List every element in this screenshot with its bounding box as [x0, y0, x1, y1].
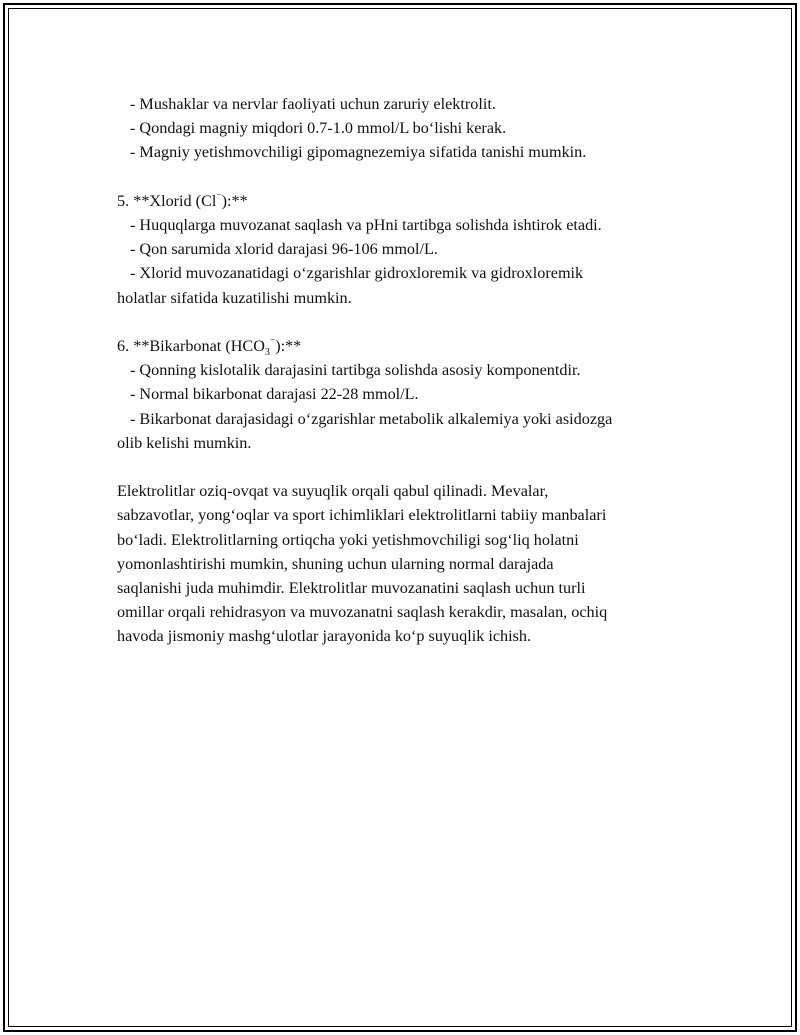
summary-line-7: havoda jismoniy mashg‘ulotlar jarayonida ko‘p suyuqlik ichish.	[117, 627, 532, 646]
chloride-heading-suffix: ):**	[221, 191, 248, 210]
summary-line-6: omillar orqali rehidrasyon va muvozanatni saqlash kerakdir, masalan, ochiq	[117, 603, 608, 622]
bicarbonate-heading-charge: ⁻	[269, 336, 276, 348]
paragraph-spacer	[117, 165, 689, 189]
bicarbonate-bullet-2: - Normal bikarbonat darajasi 22-28 mmol/L.	[130, 385, 419, 404]
summary-line-3: bo‘ladi. Elektrolitlarning ortiqcha yoki yetishmovchiligi sog‘liq holatni	[117, 530, 579, 549]
chloride-heading-charge: ⁻	[216, 191, 222, 203]
magnesium-bullet-2: - Qondagi magniy miqdori 0.7-1.0 mmol/L bo‘lishi kerak.	[130, 119, 507, 138]
chloride-bullet-2: - Qon sarumida xlorid darajasi 96-106 mmol/L.	[130, 240, 438, 259]
bicarbonate-bullet-3: - Bikarbonat darajasidagi o‘zgarishlar metabolik alkalemiya yoki asidozga	[130, 409, 613, 428]
chloride-bullet-3-continued: holatlar sifatida kuzatilishi mumkin.	[117, 288, 352, 307]
magnesium-bullet-1: - Mushaklar va nervlar faoliyati uchun zaruriy elektrolit.	[130, 95, 496, 113]
summary-line-5: saqlanishi juda muhimdir. Elektrolitlar muvozanatini saqlash uchun turli	[117, 579, 586, 598]
chloride-bullet-3: - Xlorid muvozanatidagi o‘zgarishlar gidroxloremik va gidroxloremik	[130, 264, 584, 283]
bicarbonate-heading-suffix: ):**	[275, 337, 302, 355]
chloride-bullet-1: - Huquqlarga muvozanat saqlash va pHni tartibga solishda ishtirok etadi.	[130, 216, 602, 234]
bicarbonate-heading-subscript: 3	[264, 347, 270, 359]
bicarbonate-section	[117, 334, 689, 455]
chloride-heading-prefix: 5. **Xlorid (Cl	[117, 191, 217, 210]
bicarbonate-heading	[117, 334, 689, 358]
bicarbonate-bullet-1: - Qonning kislotalik darajasini tartibga solishda asosiy komponentdir.	[130, 361, 581, 380]
summary-line-4: yomonlashtirishi mumkin, shuning uchun ularning normal darajada	[117, 554, 554, 573]
magnesium-section	[117, 92, 689, 165]
summary-line-2: sabzavotlar, yong‘oqlar va sport ichimliklari elektrolitlarni tabiiy manbalari	[117, 506, 607, 525]
summary-line-1: Elektrolitlar oziq-ovqat va suyuqlik orqali qabul qilinadi. Mevalar,	[117, 482, 549, 501]
summary-paragraph	[117, 479, 689, 648]
magnesium-bullet-3: - Magniy yetishmovchiligi gipomagnezemiya sifatida tanishi mumkin.	[130, 143, 587, 162]
chloride-section	[117, 189, 689, 310]
chloride-heading	[117, 189, 689, 213]
bicarbonate-bullet-3-continued: olib kelishi mumkin.	[117, 433, 252, 452]
paragraph-spacer	[117, 455, 689, 479]
bicarbonate-heading-prefix: 6. **Bikarbonat (HCO	[117, 337, 265, 355]
paragraph-spacer	[117, 310, 689, 334]
document-body	[117, 92, 689, 649]
